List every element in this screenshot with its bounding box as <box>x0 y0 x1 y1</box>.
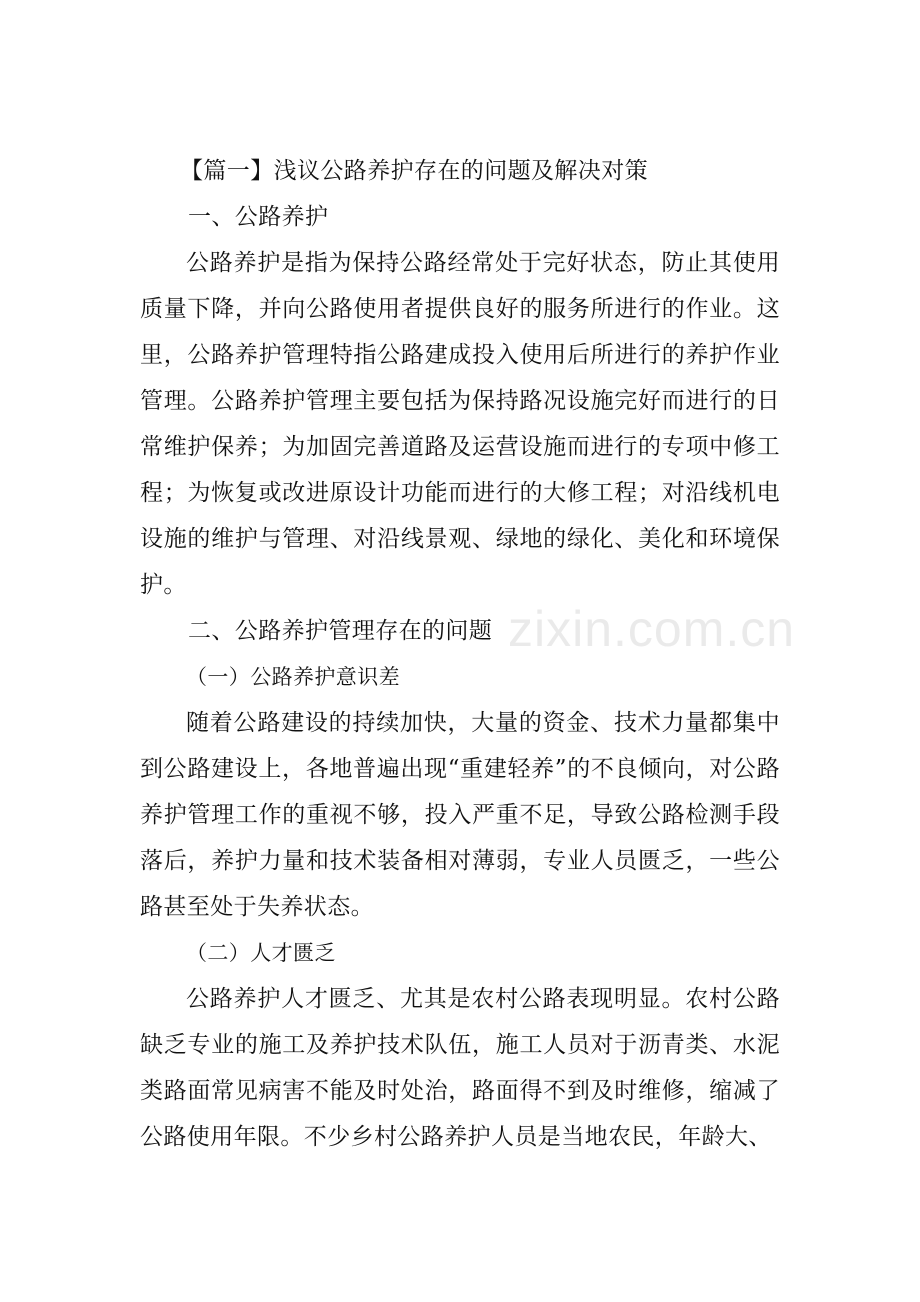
subsection-heading-2: （二）人才匮乏 <box>186 941 336 965</box>
subsection-heading-1: （一）公路养护意识差 <box>186 665 400 689</box>
watermark: zixin.com.cn <box>508 601 796 657</box>
subsection-paragraph-2: 公路养护人才匮乏、尤其是农村公路表现明显。农村公路缺乏专业的施工及养护技术队伍，施工人员对于沥青类、水泥类路面常见病害不能及时处治，路面得不到及时维修，缩减了公路使用年限。不少乡村公路养护人员是当地农民，年龄大、 <box>140 986 780 1150</box>
section-heading-1: 一、公路养护 <box>188 204 329 230</box>
section-paragraph-1: 公路养护是指为保持公路经常处于完好状态，防止其使用质量下降，并向公路使用者提供良好的服务所进行的作业。这里，公路养护管理特指公路建成投入使用后所进行的养护作业管理。公路养护管理主要包括为保持路况设施完好而进行的日常维护保养；为加固完善道路及运营设施而进行的专项中修工程；为恢复或改进原设计功能而进行的大修工程；对沿线机电设施的维护与管理、对沿线景观、绿地的绿化、美化和环境保护。 <box>140 250 780 598</box>
section-heading-2: 二、公路养护管理存在的问题 <box>188 618 493 644</box>
subsection-paragraph-1: 随着公路建设的持续加快，大量的资金、技术力量都集中到公路建设上，各地普遍出现“重建轻养”的不良倾向，对公路养护管理工作的重视不够，投入严重不足，导致公路检测手段落后，养护力量和技术装备相对薄弱，专业人员匮乏，一些公路甚至处于失养状态。 <box>140 710 780 920</box>
document-body <box>140 148 780 1160</box>
document-title: 【篇一】浅议公路养护存在的问题及解决对策 <box>180 158 648 184</box>
